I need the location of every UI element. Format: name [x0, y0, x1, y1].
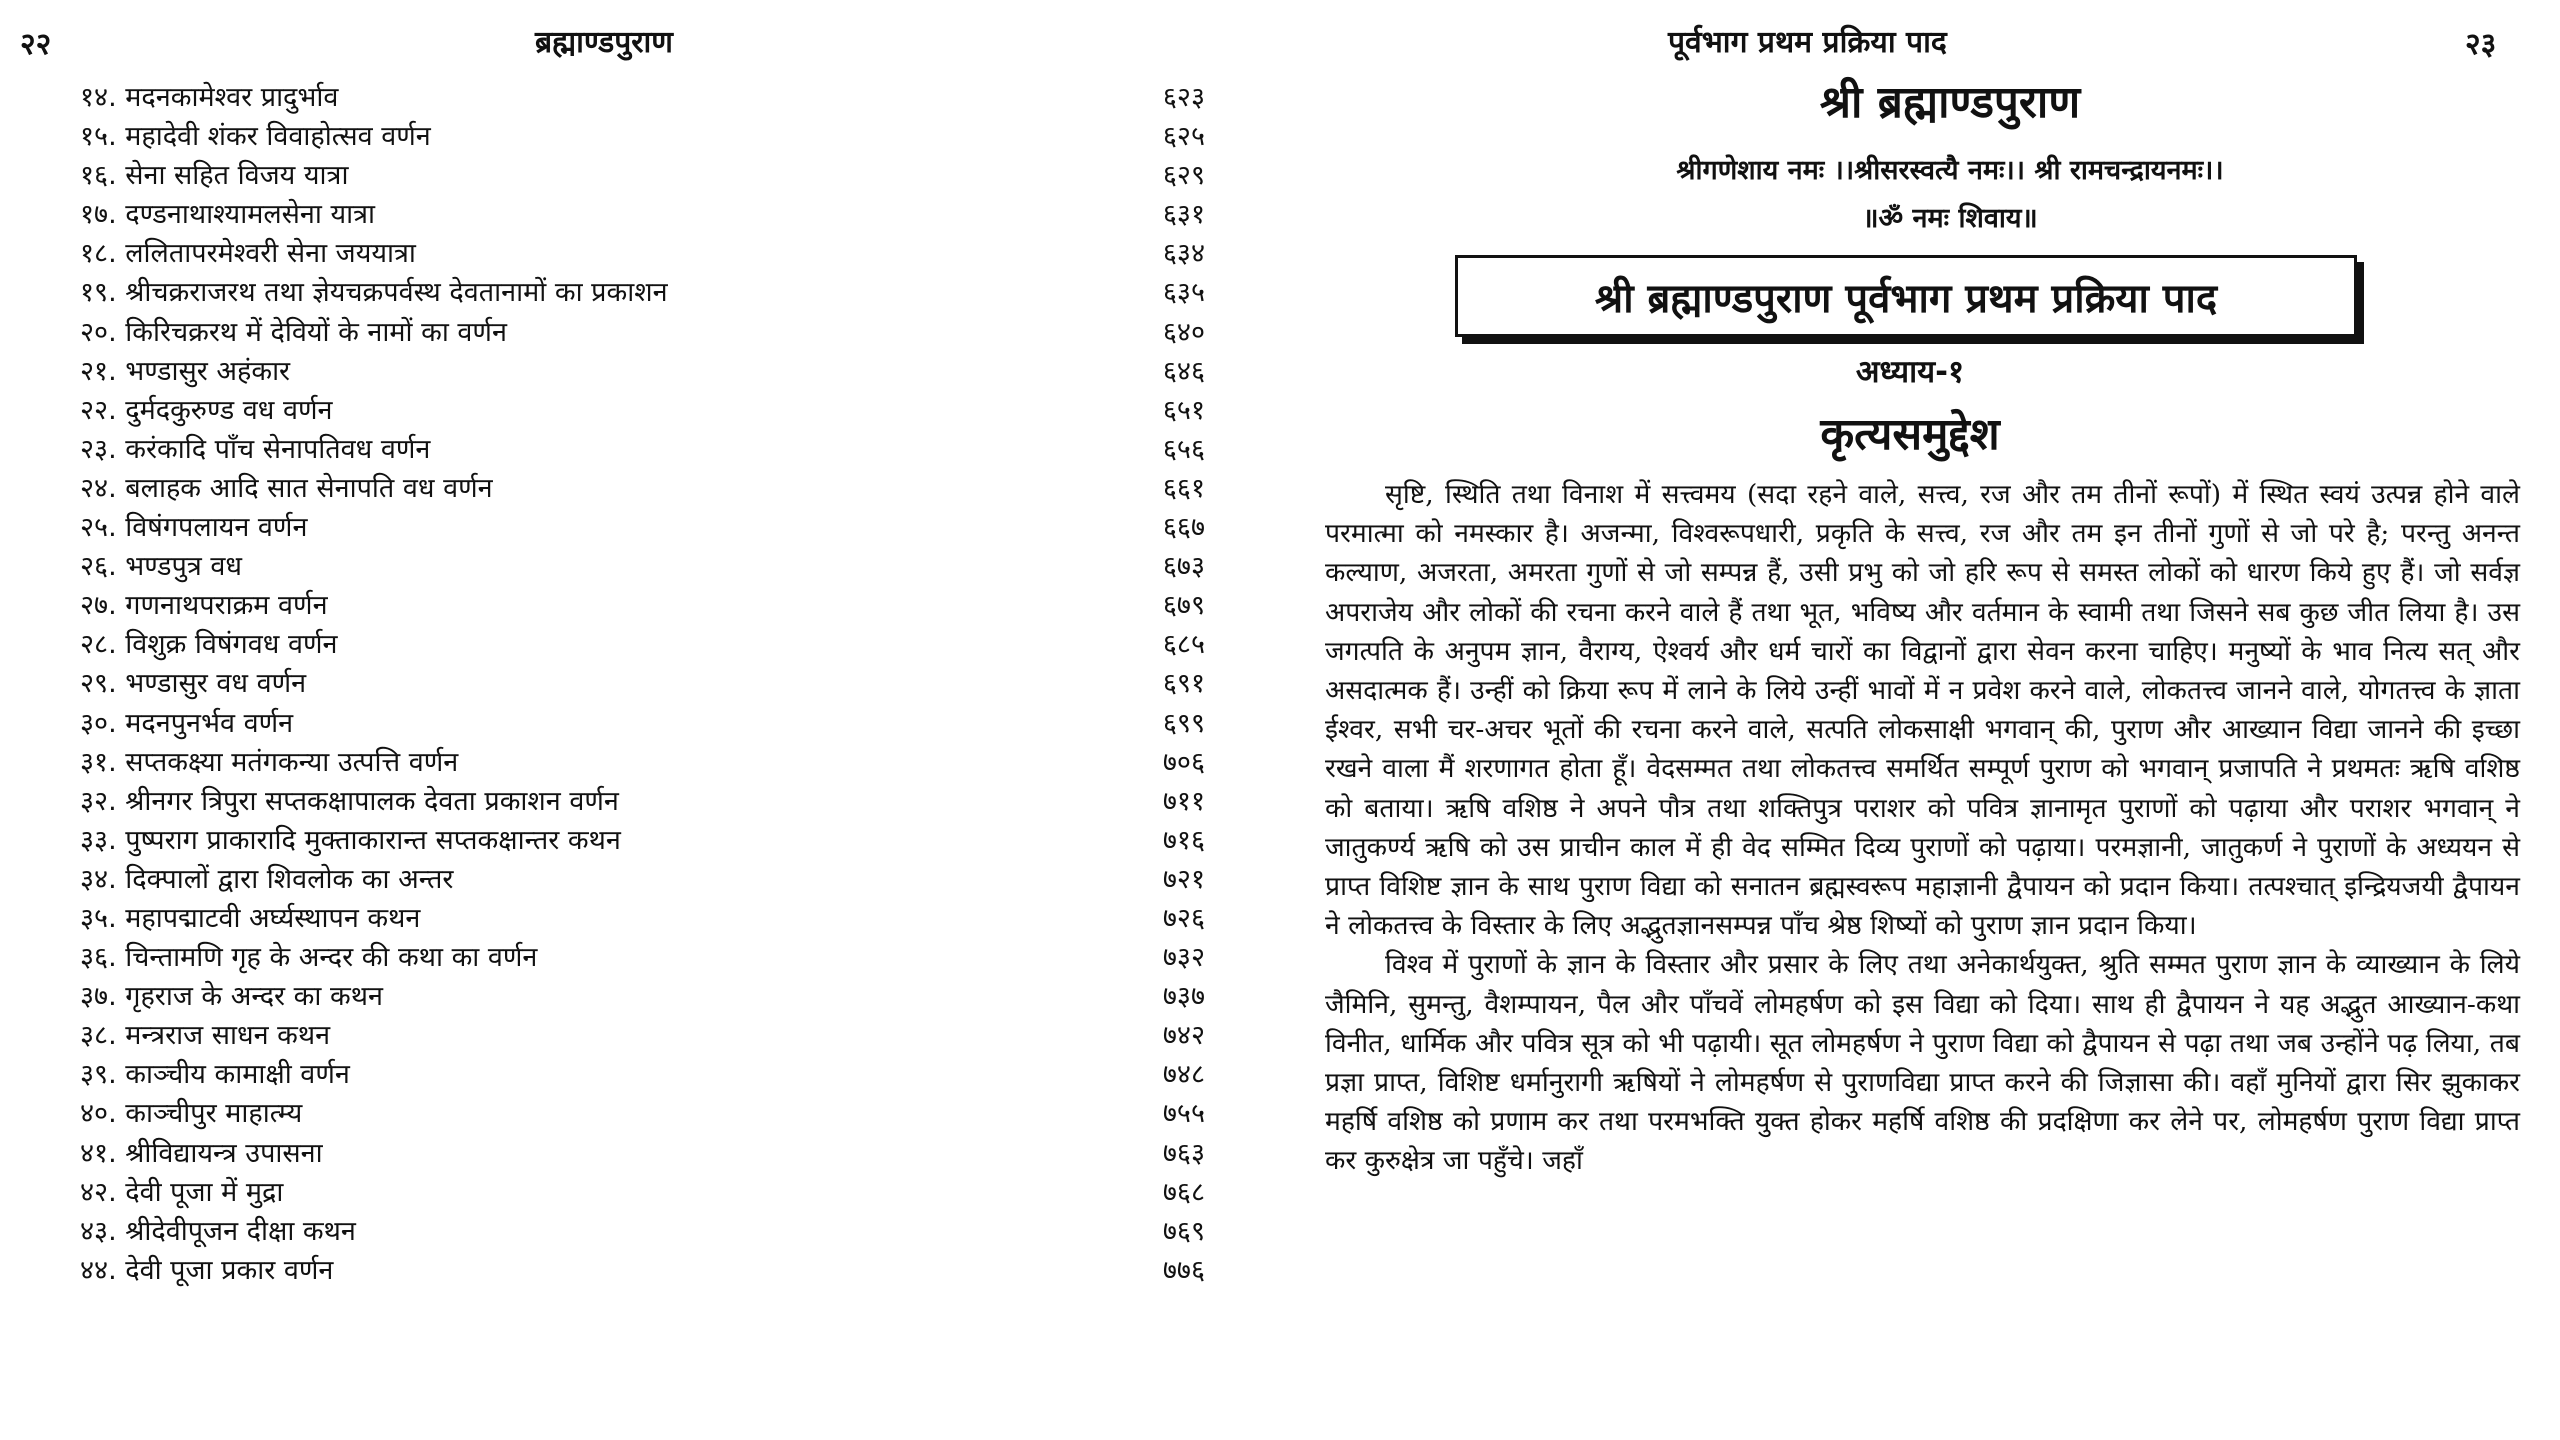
toc-entry-page: ७४२	[1162, 1020, 1205, 1052]
toc-entry-page: ६५६	[1162, 433, 1205, 465]
chapter-label: अध्याय-१	[1855, 354, 1965, 390]
toc-entry-title: ४२. देवी पूजा में मुद्रा	[80, 1176, 284, 1208]
toc-entry	[80, 1094, 1205, 1133]
toc-entry-page: ७६३	[1162, 1137, 1205, 1169]
toc-entry-page: ६३४	[1162, 238, 1205, 270]
toc-entry-title: ३६. चिन्तामणि गृह के अन्दर की कथा का वर्णन	[80, 942, 538, 974]
toc-entry-title: २२. दुर्मदकुरुण्ड वध वर्णन	[80, 394, 333, 426]
toc-entry-page: ७११	[1162, 785, 1205, 817]
toc-entry-title: २६. भण्डपुत्र वध	[80, 551, 242, 583]
toc-entry	[80, 743, 1205, 782]
toc-entry-title: ४०. काञ्चीपुर माहात्म्य	[80, 1098, 303, 1130]
toc-entry	[80, 195, 1205, 234]
toc-entry	[80, 352, 1205, 391]
shiva-invocation: ॥ॐ नमः शिवाय॥	[1862, 203, 2038, 234]
toc-entry-page: ६९१	[1162, 668, 1205, 700]
paragraph: विश्व में पुराणों के ज्ञान के विस्तार और प्रसार के लिए तथा अनेकार्थयुक्त, श्रुति सम्मत पुराण ज्ञान के व्याख्यान के लिये जैमिनि, सुमन्तु, वैशम्पायन, पैल और पाँचवें लोमहर्षण को इस विद्या को दिया। साथ ही द्वैपायन ने यह अद्भुत आख्यान-कथा विनीत, धार्मिक और पवित्र सूत्र को भी पढ़ायी। सूत लोमहर्षण ने पुराण विद्या को द्वैपायन से पढ़ा तथा जब उन्होंने पढ़ लिया, तब प्रज्ञा प्राप्त, विशिष्ट धर्मानुरागी ऋषियों ने लोमहर्षण से पुराणविद्या प्राप्त करने की जिज्ञासा की। वहाँ मुनियों द्वारा सिर झुकाकर महर्षि वशिष्ठ को प्रणाम कर तथा परमभक्ति युक्त होकर महर्षि वशिष्ठ की प्रदक्षिणा कर लेने पर, लोमहर्षण पुराण विद्या प्राप्त कर कुरुक्षेत्र जा पहुँचे। जहाँ	[1325, 949, 2520, 1177]
toc-entry-title: ३१. सप्तकक्ष्या मतंगकन्या उत्पत्ति वर्णन	[80, 746, 459, 778]
toc-entry-page: ६२३	[1162, 82, 1205, 113]
right-page-number: २३	[2465, 27, 2497, 62]
toc-entry-page: ६६१	[1162, 472, 1205, 504]
toc-entry	[80, 547, 1205, 586]
toc-entry-page: ७७६	[1162, 1254, 1205, 1286]
toc-entry-title: ४३. श्रीदेवीपूजन दीक्षा कथन	[80, 1215, 356, 1247]
right-running-head: पूर्वभाग प्रथम प्रक्रिया पाद	[1668, 25, 1947, 60]
chapter-title: कृत्यसमुद्देश	[1820, 409, 2000, 460]
toc-entry-title: १९. श्रीचक्रराजरथ तथा ज्ञेयचक्रपर्वस्थ देवतानामों का प्रकाशन	[80, 277, 668, 309]
toc-entry	[80, 508, 1205, 547]
toc-entry-title: १८. ललितापरमेश्वरी सेना जययात्रा	[80, 238, 416, 270]
invocation-line: श्रीगणेशाय नमः ।।श्रीसरस्वत्यै नमः।। श्री रामचन्द्रायनमः।।	[1676, 155, 2224, 186]
toc-entry	[80, 821, 1205, 860]
toc-entry-page: ७२१	[1162, 863, 1205, 895]
toc-entry	[80, 782, 1205, 821]
toc-entry	[80, 625, 1205, 664]
toc-entry-page: ६७३	[1162, 551, 1205, 583]
toc-entry-page: ६६७	[1162, 512, 1205, 544]
left-running-head: ब्रह्माण्डपुराण	[535, 25, 673, 60]
toc-entry	[80, 1173, 1205, 1212]
toc-entry-title: २७. गणनाथपराक्रम वर्णन	[80, 590, 328, 622]
toc-entry-title: ४४. देवी पूजा प्रकार वर्णन	[80, 1254, 334, 1286]
toc-entry-title: २४. बलाहक आदि सात सेनापति वध वर्णन	[80, 472, 493, 504]
toc-entry-title: २८. विशुक्र विषंगवध वर्णन	[80, 629, 338, 661]
toc-entry-page: ७३२	[1162, 942, 1205, 974]
toc-entry-page: ६२५	[1162, 121, 1205, 153]
toc-entry	[80, 899, 1205, 938]
toc-entry-page: ६५१	[1162, 394, 1205, 426]
left-page-number: २२	[20, 27, 52, 62]
toc-entry-page: ७१६	[1162, 824, 1205, 856]
toc-entry	[80, 273, 1205, 312]
toc-entry-title: २५. विषंगपलायन वर्णन	[80, 512, 308, 544]
toc-entry-page: ६४६	[1162, 355, 1205, 387]
toc-entry-page: ७३७	[1162, 981, 1205, 1013]
toc-entry-title: ३९. काञ्चीय कामाक्षी वर्णन	[80, 1059, 350, 1091]
toc-entry-title: ३३. पुष्पराग प्राकारादि मुक्ताकारान्त सप्तकक्षान्तर कथन	[80, 824, 621, 856]
toc-entry-page: ७०६	[1162, 746, 1205, 778]
toc-entry-title: २१. भण्डासुर अहंकार	[80, 355, 291, 387]
toc-entry	[80, 313, 1205, 352]
toc-entry	[80, 977, 1205, 1016]
toc-entry-page: ७२६	[1162, 902, 1205, 934]
table-of-contents	[80, 78, 1205, 1290]
toc-entry-title: २०. किरिचक्ररथ में देवियों के नामों का वर्णन	[80, 316, 507, 348]
toc-entry-page: ७५५	[1162, 1098, 1205, 1130]
toc-entry-page: ६२९	[1162, 160, 1205, 192]
toc-entry	[80, 117, 1205, 156]
chapter-body	[1325, 475, 2520, 1181]
section-title: श्री ब्रह्माण्डपुराण पूर्वभाग प्रथम प्रक्रिया पाद	[1594, 275, 2218, 322]
toc-entry	[80, 1251, 1205, 1290]
toc-entry-title: १४. मदनकामेश्वर प्रादुर्भाव	[80, 82, 339, 113]
toc-entry	[80, 234, 1205, 273]
toc-entry	[80, 1212, 1205, 1251]
toc-entry	[80, 586, 1205, 625]
toc-entry-page: ६८५	[1162, 629, 1205, 661]
toc-entry-title: १७. दण्डनाथाश्यामलसेना यात्रा	[80, 199, 376, 231]
toc-entry-page: ७६९	[1162, 1215, 1205, 1247]
toc-entry	[80, 391, 1205, 430]
paragraph: सृष्टि, स्थिति तथा विनाश में सत्त्वमय (सदा रहने वाले, सत्त्व, रज और तम तीनों रूपों) में स्थित स्वयं उत्पन्न होने वाले परमात्मा को नमस्कार है। अजन्मा, विश्वरूपधारी, प्रकृति के सत्त्व, रज और तम इन तीनों गुणों से जो परे है; परन्तु अनन्त कल्याण, अजरता, अमरता गुणों से जो सम्पन्न हैं, उसी प्रभु को जो हरि रूप से समस्त लोकों को धारण किये हुए हैं। जो सर्वज्ञ अपराजेय और लोकों की रचना करने वाले हैं तथा भूत, भविष्य और वर्तमान के स्वामी तथा जिसने सब कुछ जीत लिया है। उस जगत्पति के अनुपम ज्ञान, वैराग्य, ऐश्वर्य और धर्म चारों का विद्वानों द्वारा सेवन करना चाहिए। मनुष्यों के भाव नित्य सत् और असदात्मक हैं। उन्हीं को क्रिया रूप में लाने के लिये उन्हीं भावों में न प्रवेश करने वाले, लोकतत्त्व जानने वाले, योगतत्त्व के ज्ञाता ईश्वर, सभी चर-अचर भूतों की रचना करने वाले, सत्पति लोकसाक्षी भगवान् की, पुराण और आख्यान विद्या जानने की इच्छा रखने वाला मैं शरणागत होता हूँ। वेदसम्मत तथा लोकतत्त्व समर्थित सम्पूर्ण पुराण को भगवान् प्रजापति ने प्रथमतः ऋषि वशिष्ठ को बताया। ऋषि वशिष्ठ ने अपने पौत्र तथा शक्तिपुत्र पराशर को पवित्र ज्ञानामृत पुराणों को पढ़ाया और पराशर भगवान् ने जातुकर्ण्य ऋषि को उस प्राचीन काल में ही वेद सम्मित दिव्य पुराणों को पढ़ाया। परमज्ञानी, जातुकर्ण ने पुराणों के अध्ययन से प्राप्त विशिष्ट ज्ञान के साथ पुराण विद्या को सनातन ब्रह्मस्वरूप महाज्ञानी द्वैपायन को प्रदान किया। तत्पश्चात् इन्द्रियजयी द्वैपायन ने लोकतत्त्व के विस्तार के लिए अद्भुतज्ञानसम्पन्न पाँच श्रेष्ठ शिष्यों को पुराण ज्ञान प्रदान किया।	[1325, 479, 2520, 942]
toc-entry-page: ६७९	[1162, 590, 1205, 622]
toc-entry	[80, 938, 1205, 977]
toc-entry-title: ३४. दिक्पालों द्वारा शिवलोक का अन्तर	[80, 863, 454, 895]
toc-entry-title: २३. करंकादि पाँच सेनापतिवध वर्णन	[80, 433, 431, 465]
toc-entry-title: १६. सेना सहित विजय यात्रा	[80, 160, 349, 192]
toc-entry	[80, 156, 1205, 195]
toc-entry	[80, 469, 1205, 508]
toc-entry-page: ७६८	[1162, 1176, 1205, 1208]
toc-entry-page: ६४०	[1162, 316, 1205, 348]
toc-entry-title: ३२. श्रीनगर त्रिपुरा सप्तकक्षापालक देवता प्रकाशन वर्णन	[80, 785, 619, 817]
toc-entry-title: ४१. श्रीविद्यायन्त्र उपासना	[80, 1137, 323, 1169]
section-title-box	[1455, 255, 2357, 337]
toc-entry	[80, 1134, 1205, 1173]
toc-entry	[80, 430, 1205, 469]
toc-entry	[80, 1016, 1205, 1055]
toc-entry	[80, 704, 1205, 743]
toc-entry	[80, 78, 1205, 117]
toc-entry-title: १५. महादेवी शंकर विवाहोत्सव वर्णन	[80, 121, 431, 153]
toc-entry-title: २९. भण्डासुर वध वर्णन	[80, 668, 307, 700]
toc-entry-page: ७४८	[1162, 1059, 1205, 1091]
toc-entry-title: ३७. गृहराज के अन्दर का कथन	[80, 981, 383, 1013]
book-title: श्री ब्रह्माण्डपुराण	[1819, 77, 2081, 128]
toc-entry-page: ६३१	[1162, 199, 1205, 231]
toc-entry	[80, 1055, 1205, 1094]
toc-entry-page: ६३५	[1162, 277, 1205, 309]
toc-entry-page: ६९९	[1162, 707, 1205, 739]
toc-entry-title: ३०. मदनपुनर्भव वर्णन	[80, 707, 294, 739]
toc-entry-title: ३५. महापद्माटवी अर्घ्यस्थापन कथन	[80, 902, 421, 934]
toc-entry-title: ३८. मन्त्रराज साधन कथन	[80, 1020, 331, 1052]
toc-entry	[80, 860, 1205, 899]
toc-entry	[80, 664, 1205, 703]
